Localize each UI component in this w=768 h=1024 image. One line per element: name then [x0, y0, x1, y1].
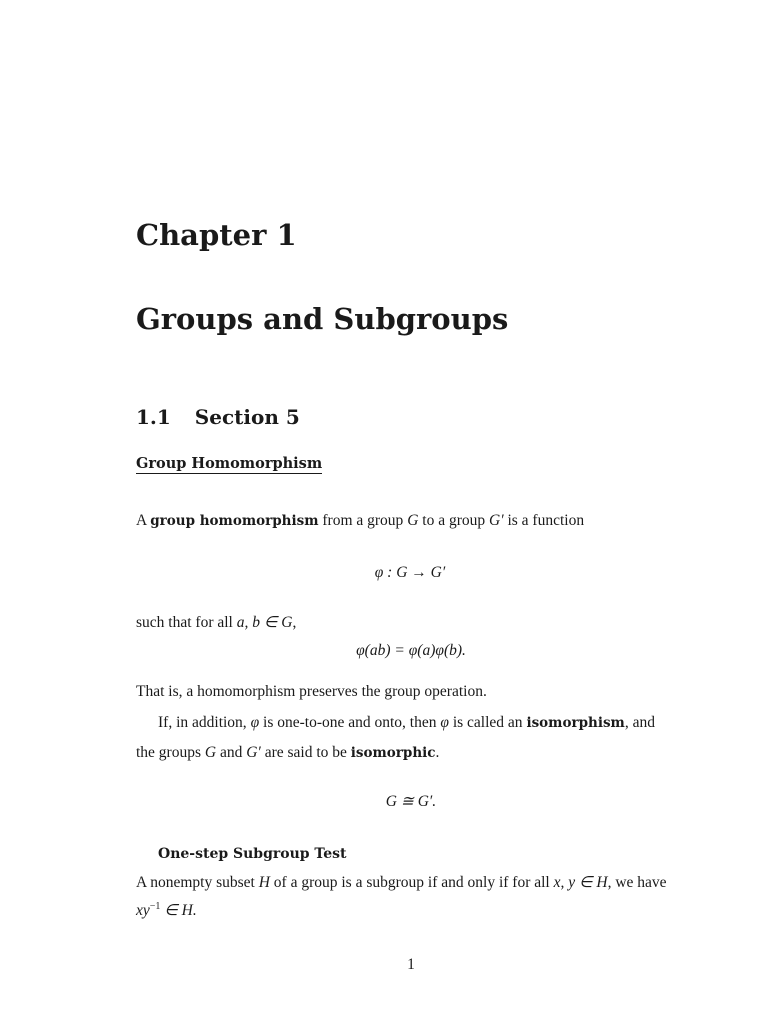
math-var: xy — [136, 902, 150, 919]
text: such that for all — [136, 614, 237, 631]
text: , we have — [607, 874, 667, 891]
text: from a group — [318, 512, 408, 529]
text: A — [136, 512, 151, 529]
equation-homomorphism-property — [0, 641, 768, 661]
text: is called an — [448, 714, 527, 731]
text: to a group — [418, 512, 489, 529]
math-var: H — [258, 874, 270, 891]
text: , — [292, 614, 297, 631]
text: If, in addition, — [158, 714, 251, 731]
condition-paragraph — [136, 613, 296, 633]
math-expression: φ(ab) = φ(a)φ(b). — [356, 642, 466, 659]
chapter-title: Groups and Subgroups — [136, 302, 509, 336]
math-var: ∈ H. — [160, 902, 197, 919]
term-isomorphism: isomorphism — [526, 715, 625, 731]
text: , and — [624, 714, 655, 731]
section-heading — [136, 405, 300, 429]
text: and — [216, 744, 247, 761]
math-var: x, y ∈ H — [553, 874, 608, 891]
math-var: a, b ∈ G — [236, 614, 293, 631]
subsection-title: Group Homomorphism — [136, 455, 323, 472]
equation-isomorphic — [0, 792, 768, 812]
text: is a function — [503, 512, 585, 529]
math-var: φ — [250, 714, 260, 731]
math-var: φ — [440, 714, 449, 731]
term-group-homomorphism: group homomorphism — [150, 513, 319, 529]
chapter-label: Chapter 1 — [136, 218, 297, 252]
math-var: G′ — [489, 512, 504, 529]
text: is one-to-one and onto, then — [259, 714, 441, 731]
text: A nonempty subset — [136, 874, 259, 891]
math-expression: G ≅ G′. — [385, 793, 437, 810]
math-exponent: −1 — [149, 901, 161, 912]
math-expression: φ : G → G′ — [374, 564, 446, 581]
theorem-statement-line1 — [136, 873, 667, 893]
paragraph-isomorphism-line2 — [136, 743, 439, 763]
math-var: G — [407, 512, 419, 529]
section-title: Section 5 — [194, 405, 300, 429]
text: the groups — [136, 744, 205, 761]
text: of a group is a subgroup if and only if for all — [269, 874, 554, 891]
section-number: 1.1 — [136, 405, 171, 429]
theorem-statement-line2 — [136, 901, 197, 921]
definition-paragraph — [136, 511, 584, 531]
theorem-title: One-step Subgroup Test — [158, 846, 347, 862]
equation-function-map — [0, 563, 768, 583]
text: are said to be — [260, 744, 351, 761]
paragraph-isomorphism-line1 — [158, 713, 655, 733]
text: . — [435, 744, 440, 761]
paragraph-preserves-operation: That is, a homomorphism preserves the group operation. — [136, 683, 487, 700]
term-isomorphic: isomorphic — [350, 745, 436, 761]
page-number: 1 — [407, 956, 415, 973]
math-var: G — [204, 744, 217, 761]
math-var: G′ — [246, 744, 261, 761]
